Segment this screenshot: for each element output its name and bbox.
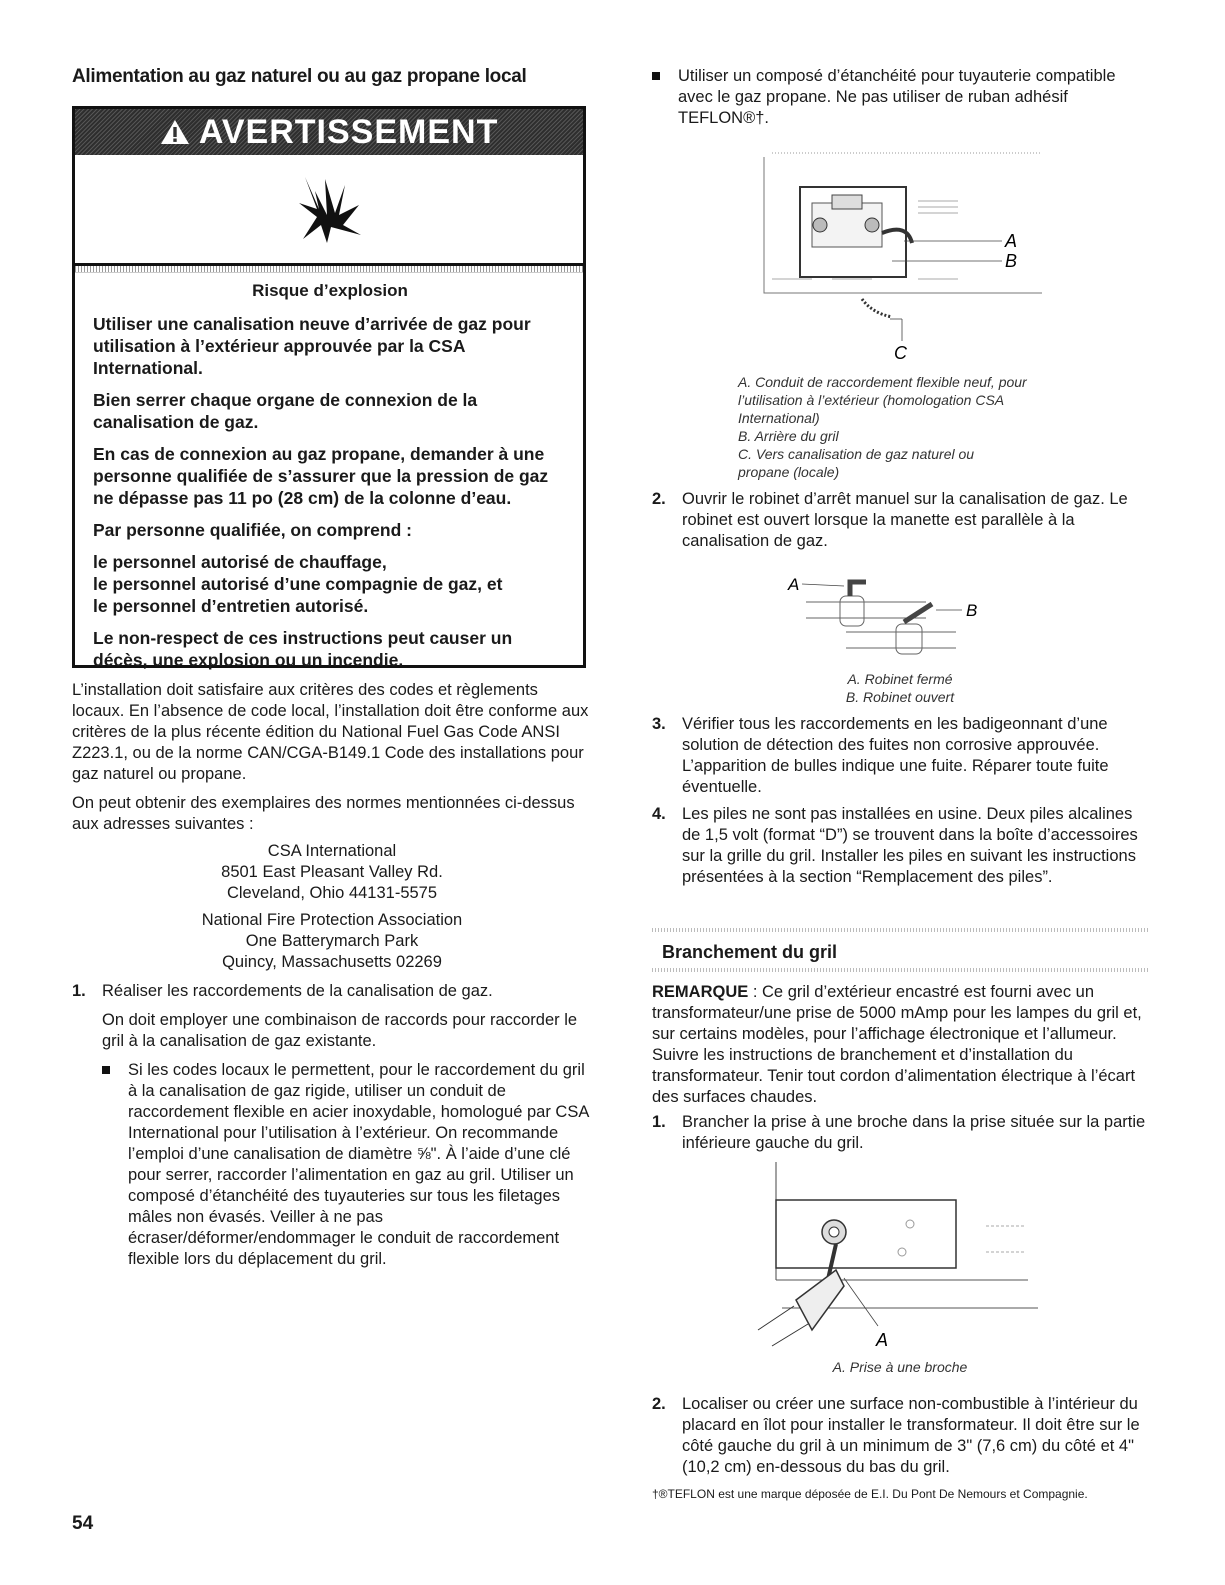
warning-triangle-icon: [160, 113, 199, 151]
warning-divider: [75, 266, 583, 273]
subsection-header: [652, 928, 1148, 970]
right-column: [652, 66, 1148, 888]
caption-line: C. Vers canalisation de gaz naturel ou propane (locale): [738, 446, 975, 480]
step-text: Brancher la prise à une broche dans la prise située sur la partie inférieure gauche du gril.: [682, 1113, 1146, 1152]
warning-header: [75, 109, 583, 155]
explosion-icon: [297, 169, 367, 249]
step-number: 2.: [652, 1395, 666, 1413]
fig2-label-a: A: [788, 575, 800, 594]
address-line: 8501 East Pleasant Valley Rd.: [221, 863, 443, 881]
footnote: †®TEFLON est une marque déposée de E.I. Du Pont De Nemours et Compagnie.: [652, 1487, 1088, 1501]
warning-list-item: le personnel autorisé de chauffage,: [93, 552, 387, 572]
fig1-label-b: B: [1005, 251, 1018, 271]
step-number: 4.: [652, 805, 666, 823]
step-4: [652, 804, 1148, 888]
fig2-label-b: B: [966, 601, 978, 620]
fig3-label-a: A: [876, 1330, 889, 1350]
warning-text: Bien serrer chaque organe de connexion de la canalisation de gaz.: [93, 390, 478, 432]
bullet-text: Utiliser un composé d’étanchéité pour tuyauterie compatible avec le gaz propane. Ne pas utiliser de ruban adhésif TEFLON®†.: [678, 67, 1116, 127]
fig2-caption: [652, 670, 1148, 706]
paragraph: L’installation doit satisfaire aux critères des codes et règlements locaux. En l’absence de code local, l’installation doit être conforme aux critères de la plus récente édition du National Fuel Gas Code ANSI Z223.1, ou de la norme CAN/CGA-B149.1 Code des installations pour gaz naturel ou propane.: [72, 681, 589, 783]
note-label: REMARQUE: [652, 983, 749, 1001]
address-line: Quincy, Massachusetts 02269: [222, 953, 442, 971]
warning-text: Par personne qualifiée, on comprend :: [93, 520, 412, 540]
step-text: Ouvrir le robinet d’arrêt manuel sur la canalisation de gaz. Le robinet est ouvert lorsque la manette est parallèle à la canalisation de gaz.: [682, 490, 1128, 550]
address-nfpa: [72, 910, 592, 973]
branch-step-2: [652, 1394, 1148, 1478]
step-3: [652, 714, 1148, 798]
address-line: CSA International: [267, 842, 397, 860]
warning-subtitle: Risque d’explosion: [252, 281, 408, 300]
warning-box: [72, 106, 586, 668]
step-2: [652, 489, 1148, 552]
section-title: Alimentation au gaz naturel ou au gaz propane local: [72, 66, 527, 87]
warning-text: Le non-respect de ces instructions peut causer un décès, une explosion ou un incendie.: [93, 628, 513, 670]
bullet-text: Si les codes locaux le permettent, pour le raccordement du gril à la canalisation de gaz rigide, utiliser un conduit de raccordement flexible en acier inoxydable, homologué par CSA International pour l’utilisation à l’extérieur. On recommande l’emploi d’une canalisation de diamètre ⅝". À l’aide d’une clé pour serrer, raccorder l’alimentation en gaz au gril. Utiliser un composé d’étanchéité des tuyauteries sur tous les filetages mâles non évasés. Veiller à ne pas écraser/déformer/endommager le conduit de raccordement flexible lors du déplacement du gril.: [128, 1061, 589, 1268]
bullet-square-icon: [652, 72, 660, 80]
plug-diagram: [748, 1160, 1068, 1350]
step-text: Vérifier tous les raccordements en les badigeonnant d’une solution de détection des fuites non corrosive approuvée. L’apparition de bulles indique une fuite. Réparer toute fuite éventuelle.: [682, 715, 1109, 796]
step-text: Les piles ne sont pas installées en usine. Deux piles alcalines de 1,5 volt (format “D”) se trouvent dans la boîte d’accessoires sur la grille du gril. Installer les piles en suivant les instructions présentées à la section “Remplacement des piles”.: [682, 805, 1138, 886]
note-text: : Ce gril d’extérieur encastré est fourni avec un transformateur/une prise de 5000 mAmp pour les lampes du gril et, sur certains modèles, pour l’affichage électronique et l’allumeur. Suivre les instructions de branchement et d’installation du transformateur. Tenir tout cordon d’alimentation électrique à l’écart des surfaces chaudes.: [652, 983, 1142, 1106]
caption-line: A. Robinet fermé: [847, 671, 953, 687]
note: [652, 982, 1148, 1108]
step-text: Réaliser les raccordements de la canalisation de gaz.: [102, 982, 493, 1000]
caption-line: B. Arrière du gril: [738, 428, 839, 444]
caption-line: B. Robinet ouvert: [845, 689, 955, 705]
step-text: Localiser ou créer une surface non-combustible à l’intérieur du placard en îlot pour installer le transformateur. Il doit être sur le côté gauche du gril à un minimum de 3" (7,6 cm) du côté et 4" (10,2 cm) en-dessous du bas du gril.: [682, 1395, 1140, 1476]
page-number: 54: [72, 1513, 94, 1534]
warning-list-item: le personnel d’entretien autorisé.: [93, 596, 369, 616]
address-line: Cleveland, Ohio 44131-5575: [226, 884, 438, 902]
valve-diagram: [786, 566, 1026, 656]
bullet-item: [102, 1060, 592, 1270]
warning-text: En cas de connexion au gaz propane, demander à une personne qualifiée de s’assurer que la pression de gaz ne dépasse pas 11 po (28 cm) de la colonne d’eau.: [93, 444, 549, 508]
address-line: National Fire Protection Association: [201, 911, 463, 929]
subsection-title: Branchement du gril: [662, 942, 838, 962]
step-subtext: On doit employer une combinaison de raccords pour raccorder le gril à la canalisation de gaz existante.: [102, 1011, 578, 1050]
fig1-label-c: C: [894, 343, 907, 363]
step-number: 2.: [652, 490, 666, 508]
gas-connection-diagram: [742, 143, 1082, 363]
left-column: [72, 680, 592, 1270]
step-1: [72, 981, 592, 1270]
bullet-item: [652, 66, 1148, 129]
address-line: One Batterymarch Park: [245, 932, 419, 950]
right-column-lower: [652, 982, 1148, 1505]
bullet-square-icon: [102, 1066, 110, 1074]
warning-icon-area: [75, 155, 583, 266]
warning-list-item: le personnel autorisé d’une compagnie de gaz, et: [93, 574, 503, 594]
caption-line: A. Conduit de raccordement flexible neuf, pour l’utilisation à l’extérieur (homologation CSA International): [738, 374, 1027, 426]
divider: [652, 968, 1148, 972]
step-number: 1.: [652, 1113, 666, 1131]
fig1-label-a: A: [1005, 231, 1018, 251]
step-number: 3.: [652, 715, 666, 733]
branch-step-1: [652, 1112, 1148, 1154]
address-csa: [72, 841, 592, 904]
fig3-caption: A. Prise à une broche: [832, 1359, 968, 1375]
warning-text: Utiliser une canalisation neuve d’arrivée de gaz pour utilisation à l’extérieur approuvée par la CSA International.: [93, 314, 531, 378]
warning-heading: AVERTISSEMENT: [198, 113, 499, 151]
fig1-caption: [738, 373, 1148, 481]
paragraph: On peut obtenir des exemplaires des normes mentionnées ci-dessus aux adresses suivantes :: [72, 794, 575, 833]
step-number: 1.: [72, 982, 86, 1000]
